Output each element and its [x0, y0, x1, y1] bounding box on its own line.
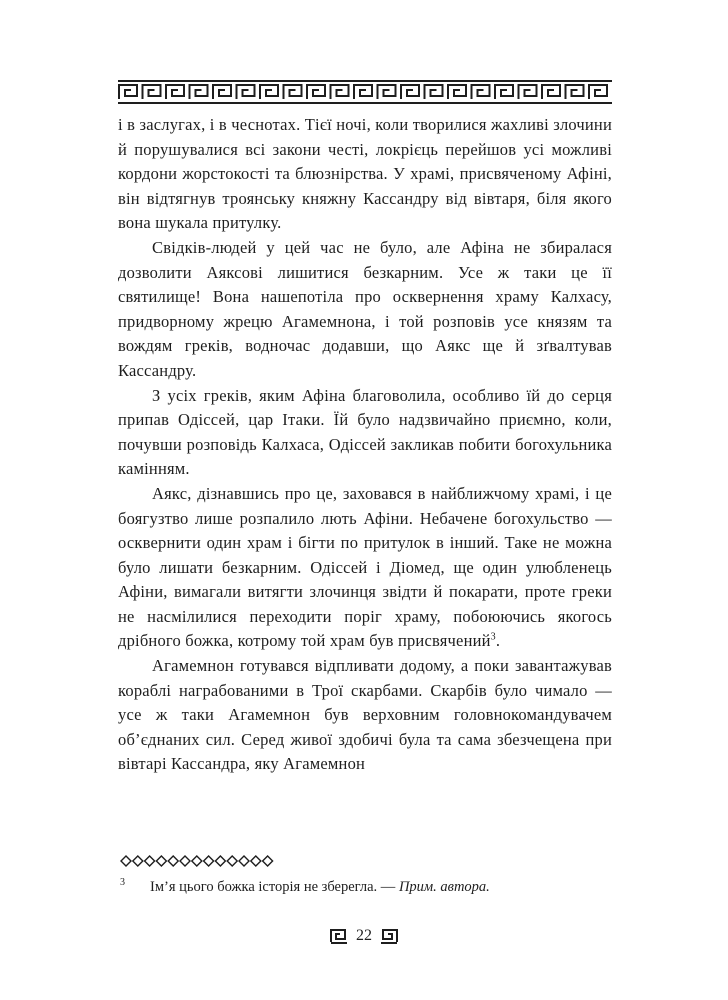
greek-key-border-top — [118, 80, 612, 104]
diamond-shape — [227, 856, 237, 866]
greek-key-unit — [119, 85, 137, 99]
footnote-body: Ім’я цього божка історія не зберегла. — — [150, 879, 399, 895]
paragraph-2: Свідків-людей у цей час не було, але Афіна не збиралася дозволити Аяксові лишитися безкарним. Усе ж таки це її святилище! Вона нашепотіла про осквернення храму Калхасу, придворному жрецю Агамемнона, і той розповів усе князям та вождям греків, водночас додавши, що Аякс ще й зґвалтував Кассандру. — [118, 237, 612, 380]
greek-key-unit — [213, 85, 231, 99]
greek-key-unit — [284, 85, 302, 99]
footnote-ref[interactable]: 3 — [490, 631, 496, 643]
page-footer — [0, 926, 728, 946]
greek-key-unit — [166, 85, 184, 99]
greek-key-unit — [331, 85, 349, 99]
paragraph-4-end: . — [495, 631, 501, 651]
diamond-shape — [239, 856, 249, 866]
greek-key-unit — [190, 85, 208, 99]
greek-key-unit — [448, 85, 466, 99]
diamond-divider — [120, 853, 280, 869]
diamond-shape — [204, 856, 214, 866]
diamond-shape — [156, 856, 166, 866]
paragraph-1: і в заслугах, і в чеснотах. Тієї ночі, коли творилися жахливі злочини й порушувалися всі закони честі, локрієць перейшов усі можливі кордони жорстокості та блюзнірства. У храмі, присвяченому Афіні, він відтягнув троянську княжну Кассандру від вівтаря, біля якого вона шукала притулку. — [118, 115, 612, 233]
greek-key-unit — [260, 85, 278, 99]
footnote: 3 Ім’я цього божка історія не зберегла. — Прим. автора. — [120, 877, 490, 895]
paragraph-4-text: Аякс, дізнавшись про це, заховався в найближчому храмі, і це боягузтво лише розпалило лють Афіни. Небачене богохульство — осквернити один храм і бігти по притулок в інший. Таке не можна було лишати безкарним. Одіссей і Діомед, ще один улюбленець Афіни, вимагали витягти злочинця звідти й покарати, проте греки не насмілилися переходити поріг храму, побоюючись якогось дрібного божка, котрому той храм був присвячений — [118, 483, 612, 651]
greek-key-unit — [425, 85, 443, 99]
greek-key-unit — [519, 85, 537, 99]
greek-key-unit — [542, 85, 560, 99]
greek-key-unit — [378, 85, 396, 99]
diamond-shape — [192, 856, 202, 866]
paragraph-4 — [118, 482, 612, 654]
greek-key-unit — [589, 85, 607, 99]
page-number: 22 — [356, 927, 372, 944]
greek-key-left-icon — [330, 928, 348, 944]
diamond-shape — [251, 856, 261, 866]
greek-key-unit — [401, 85, 419, 99]
diamond-shape — [145, 856, 155, 866]
greek-key-unit — [566, 85, 584, 99]
main-text — [118, 113, 612, 777]
paragraph-5: Агамемнон готувався відпливати додому, а поки завантажував кораблі награбованими в Трої скарбами. Скарбів було чимало — усе ж таки Агамемнон був верховним головнокомандувачем об’єднаних сил. Серед живої здобичі була та сама збезчещена при вівтарі Кассандра, яку Агамемнон — [118, 656, 612, 774]
diamond-shape — [263, 856, 273, 866]
greek-key-unit — [472, 85, 490, 99]
diamond-shape — [180, 856, 190, 866]
diamond-shape — [168, 856, 178, 866]
greek-key-unit — [237, 85, 255, 99]
footnote-attribution: Прим. автора. — [398, 879, 490, 895]
greek-key-unit — [495, 85, 513, 99]
diamond-shape — [121, 856, 131, 866]
diamond-shape — [133, 856, 143, 866]
greek-key-unit — [354, 85, 372, 99]
greek-key-right-icon — [380, 928, 398, 944]
footnote-text — [150, 879, 490, 895]
greek-key-unit — [307, 85, 325, 99]
paragraph-3: З усіх греків, яким Афіна благоволила, особливо їй до серця припав Одіссей, цар Ітаки. Їй було надзвичайно приємно, коли, почувши розповідь Калхаса, Одіссей закликав побити богохульника камінням. — [118, 385, 612, 479]
greek-key-unit — [143, 85, 161, 99]
diamond-shape — [215, 856, 225, 866]
